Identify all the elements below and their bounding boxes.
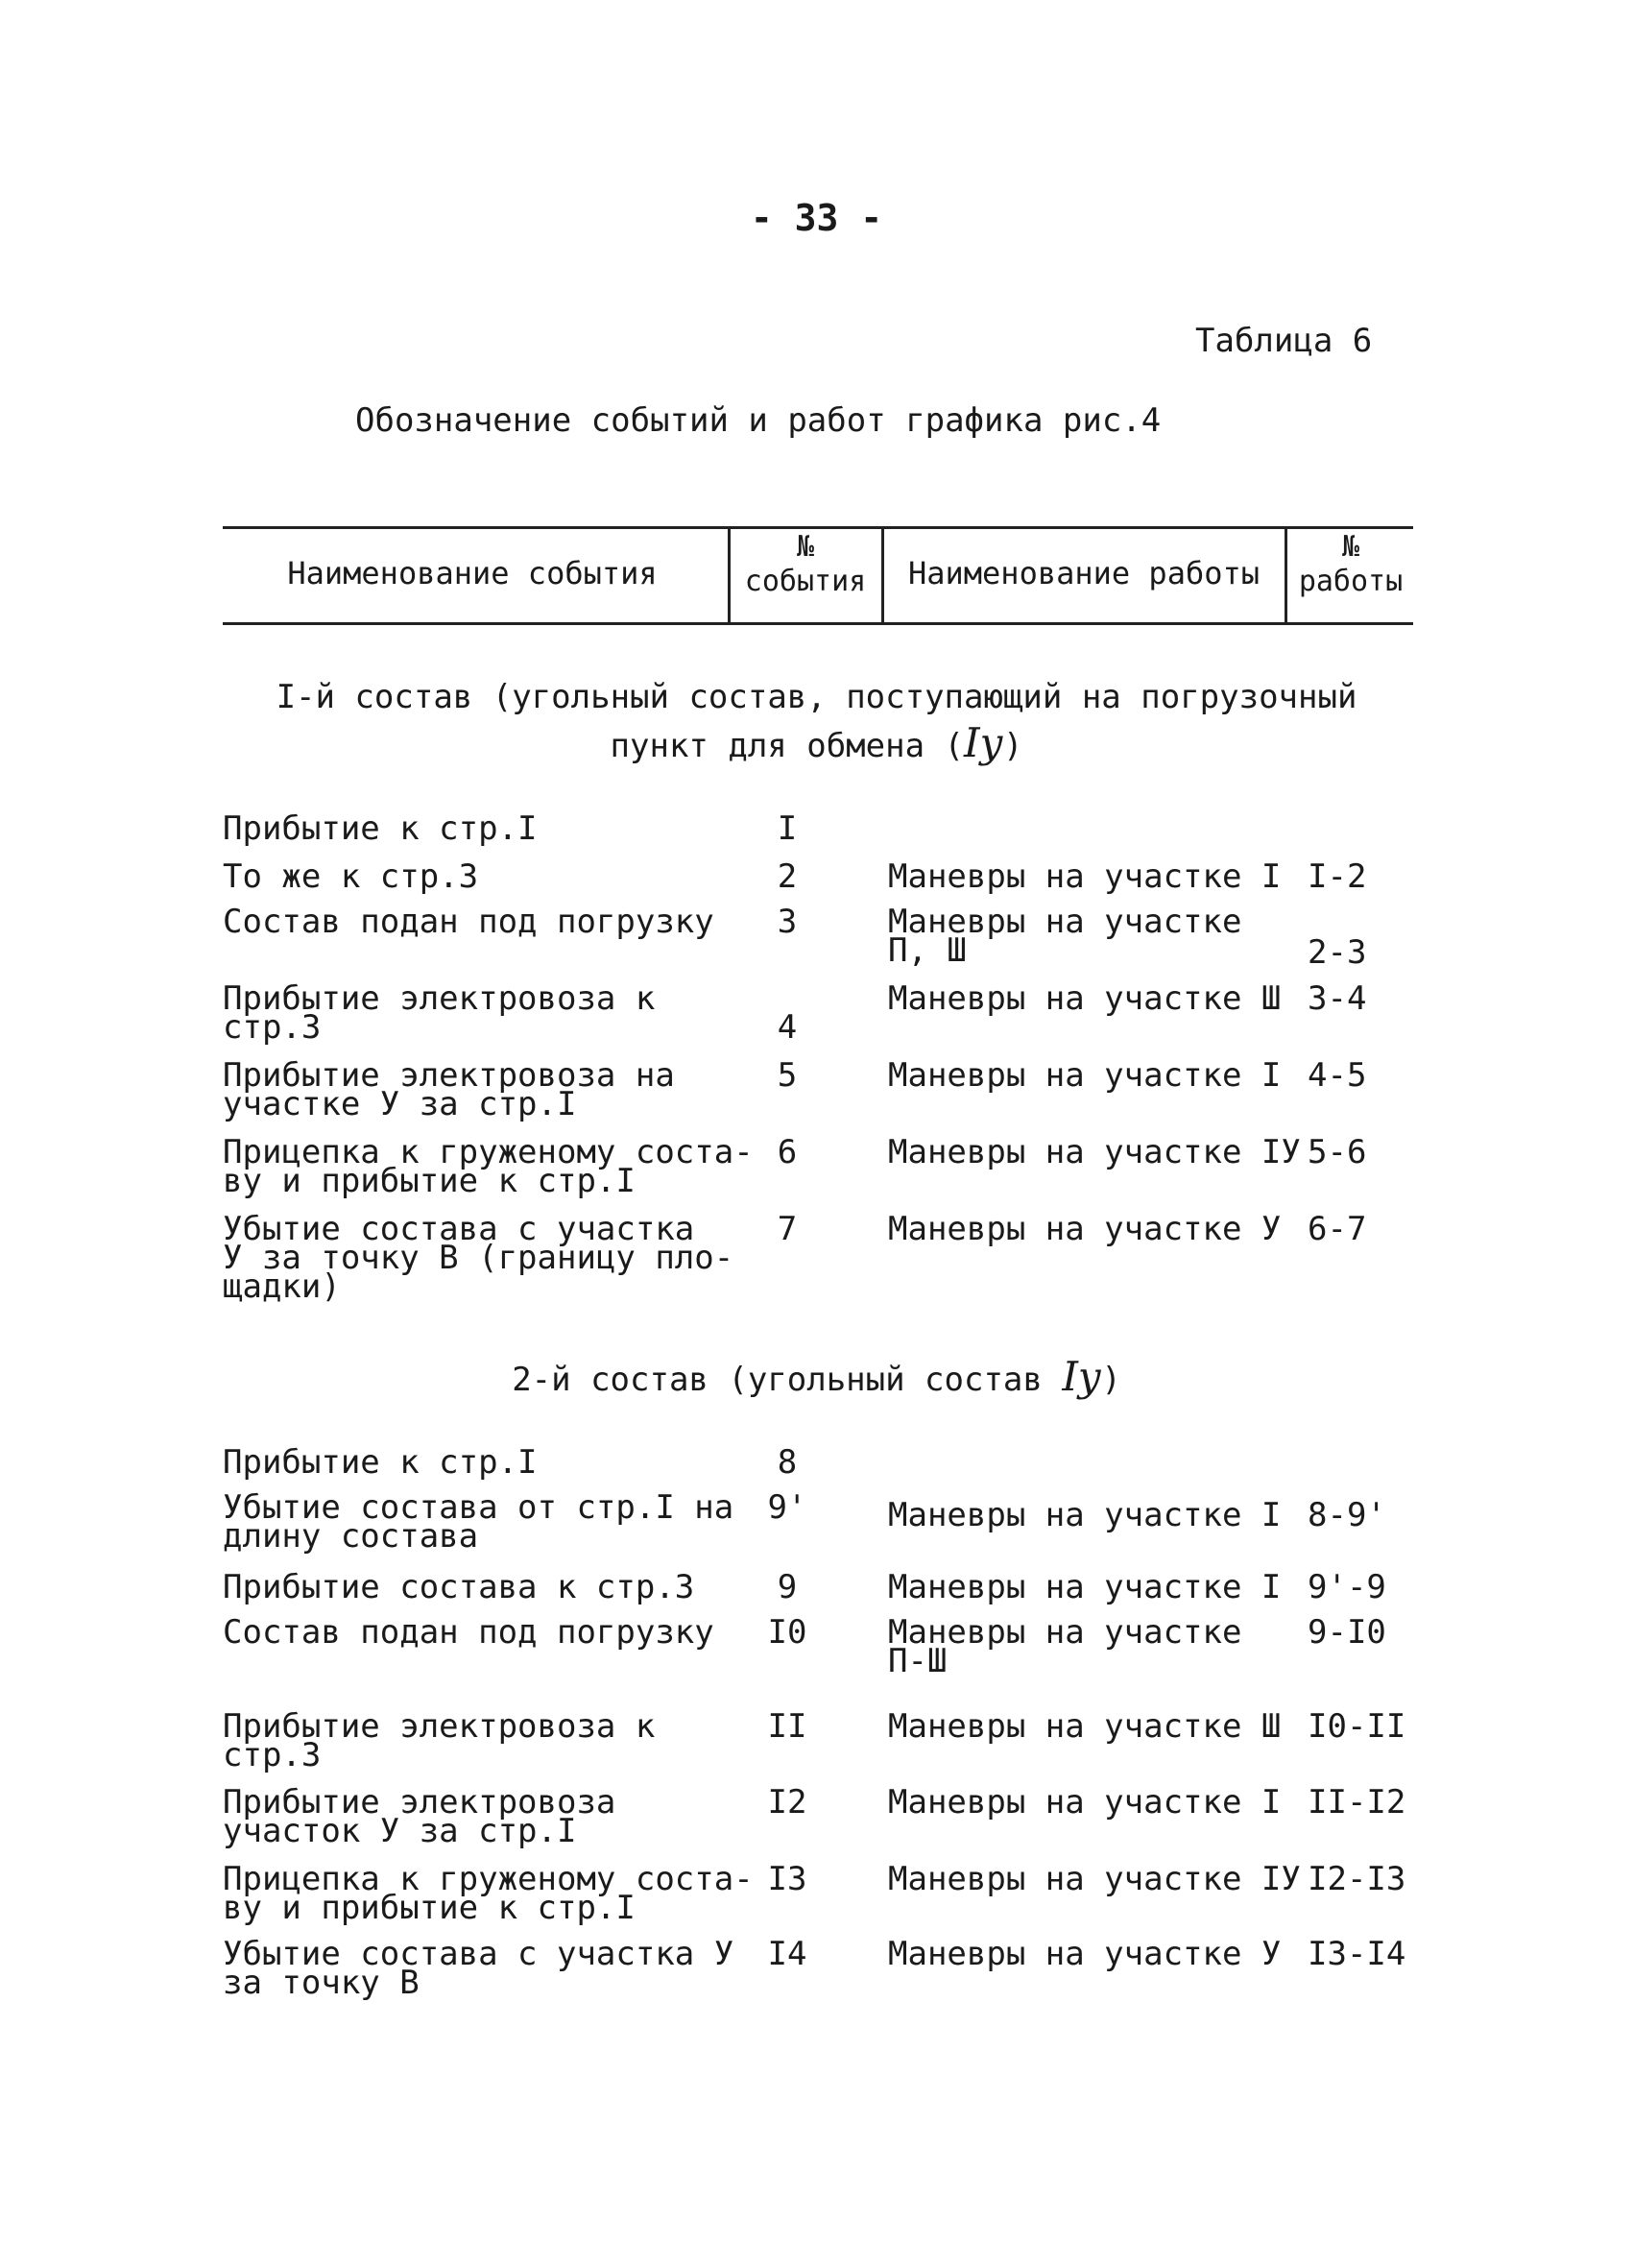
job-number: 9-I0 [1308,1613,1386,1652]
job-name: Маневры на участке IУ [888,1860,1301,1898]
event-name: Прибытие электровоза к стр.3 [223,979,656,1047]
job-name: Маневры на участке I [888,1496,1282,1534]
header-event-number [732,530,879,599]
event-number: 7 [777,1210,798,1248]
event-number: 9' [767,1488,807,1527]
event-name: Прибытие электровоза участок У за стр.I [223,1783,616,1850]
event-name: Прицепка к груженому соста- ву и прибытие к стр.I [223,1133,754,1200]
job-name: Маневры на участке П-Ш [888,1613,1242,1680]
event-number: 9 [777,1568,798,1606]
job-number: II-I2 [1308,1783,1406,1822]
section-heading-close: ) [1101,1361,1121,1399]
section-heading-line: I-й состав (угольный состав, поступающий на погрузочный [276,678,1357,716]
job-name: Маневры на участке У [888,1935,1282,1973]
event-number: 2 [777,857,798,896]
event-name: Прибытие к стр.I [223,1443,538,1482]
job-number: 2-3 [1308,933,1367,972]
header-job-number [1288,530,1413,599]
section-heading-close: ) [1002,727,1023,765]
event-name: Прибытие электровоза на участке У за стр.I [223,1056,675,1123]
header-event-name: Наименование события [287,555,658,591]
job-number: 4-5 [1308,1056,1367,1095]
job-number: 9'-9 [1308,1568,1386,1606]
job-name: Маневры на участке I [888,1568,1282,1606]
section-heading-1 [0,674,1633,769]
event-number: 6 [777,1133,798,1171]
section-heading-2 [0,1354,1633,1403]
job-name: Маневры на участке У [888,1210,1282,1248]
header-divider [728,526,731,622]
page-number: - 33 - [750,197,883,239]
event-number: II [767,1707,807,1746]
event-number: 4 [777,1008,798,1047]
section-heading-line [0,1354,1633,1403]
job-number: I-2 [1308,857,1367,896]
event-name: Убытие состава с участка У за точку В [223,1935,734,2002]
header-bottom-rule [223,622,1413,625]
job-number: I3-I4 [1308,1935,1406,1973]
job-number: I0-II [1308,1707,1406,1746]
header-job-name: Наименование работы [907,555,1261,591]
event-name: Прицепка к груженому соста- ву и прибытие к стр.I [223,1860,754,1927]
header-top-rule [223,526,1413,529]
section-heading-text: пункт для обмена ( [610,727,964,765]
table-title: Обозначение событий и работ графика рис.4 [355,401,1162,440]
event-name: То же к стр.3 [223,857,479,896]
job-number: 3-4 [1308,979,1367,1018]
header-job-number-label: работы [1298,565,1404,598]
section-heading-text: 2-й состав (угольный состав [512,1361,1063,1399]
event-number: 8 [777,1443,798,1482]
event-name: Состав подан под погрузку [223,1613,714,1652]
job-name: Маневры на участке Ш [888,1707,1282,1746]
handwritten-mark: Iу [964,719,1003,766]
header-number-sign: № [1341,530,1360,564]
event-name: Прибытие состава к стр.3 [223,1568,695,1606]
job-number: 5-6 [1308,1133,1367,1171]
job-name: Маневры на участке IУ [888,1133,1301,1171]
event-number: I2 [767,1783,807,1822]
job-name: Маневры на участке I [888,1783,1282,1822]
header-event-number-label: события [744,565,867,598]
job-number: 8-9' [1308,1496,1386,1534]
job-number: 6-7 [1308,1210,1367,1248]
header-number-sign: № [796,530,815,564]
event-number: 5 [777,1056,798,1095]
event-number: 3 [777,903,798,941]
job-name: Маневры на участке П, Ш [888,903,1242,970]
event-name: Прибытие к стр.I [223,809,538,848]
header-divider [1285,526,1287,622]
event-number: I3 [767,1860,807,1898]
job-name: Маневры на участке I [888,1056,1282,1095]
event-name: Убытие состава с участка У за точку В (границу пло- щадки) [223,1210,734,1306]
event-number: I0 [767,1613,807,1652]
job-name: Маневры на участке I [888,857,1282,896]
event-name: Состав подан под погрузку [223,903,714,941]
job-name: Маневры на участке Ш [888,979,1282,1018]
table-label: Таблица 6 [1195,322,1373,360]
event-name: Прибытие электровоза к стр.3 [223,1707,656,1774]
event-name: Убытие состава от стр.I на длину состава [223,1488,734,1556]
event-number: I4 [767,1935,807,1973]
job-number: I2-I3 [1308,1860,1406,1898]
section-heading-line [0,720,1633,769]
handwritten-mark: Iу [1062,1353,1102,1400]
event-number: I [777,809,798,848]
